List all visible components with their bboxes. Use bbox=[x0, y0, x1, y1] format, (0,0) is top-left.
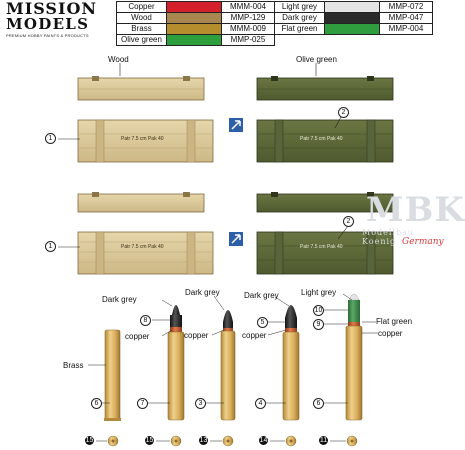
callout-13: 13 bbox=[199, 437, 208, 444]
dark-grey-label: Dark grey bbox=[244, 291, 279, 300]
paint-name: Flat green bbox=[275, 24, 325, 35]
brass-label: Brass bbox=[63, 361, 84, 370]
olive-crate-lid-top bbox=[257, 76, 393, 100]
paint-code: MMP-047 bbox=[380, 13, 433, 24]
arrow-icon bbox=[229, 232, 243, 246]
watermark-logo: MBK bbox=[366, 190, 465, 230]
olive-green-label: Olive green bbox=[296, 55, 337, 64]
callout-10: 10 bbox=[314, 307, 323, 314]
dark-grey-label: Dark grey bbox=[185, 288, 220, 297]
paint-code: MMM-009 bbox=[222, 24, 275, 35]
case-base-icon bbox=[286, 436, 296, 446]
light-grey-label: Light grey bbox=[301, 288, 337, 297]
callout-14: 14 bbox=[259, 437, 268, 444]
crate-stencil: Patr 7.5 cm Pak 40 bbox=[300, 244, 343, 250]
wood-crate-2 bbox=[78, 232, 213, 274]
callout-4: 4 bbox=[255, 398, 266, 409]
paint-name: Copper bbox=[117, 2, 167, 13]
paint-name: Wood bbox=[117, 13, 167, 24]
case-base-icon bbox=[347, 436, 357, 446]
wood-crate-lid-bottom bbox=[78, 192, 204, 212]
callout-7: 7 bbox=[137, 398, 148, 409]
callout-1: 1 bbox=[45, 241, 56, 252]
copper-label: copper bbox=[242, 331, 267, 340]
case-base-icon bbox=[223, 436, 233, 446]
crate-stencil: Patr 7.5 cm Pak 40 bbox=[121, 244, 164, 250]
brass-case bbox=[104, 330, 121, 421]
paint-code: MMP-129 bbox=[222, 13, 275, 24]
round-flat-green bbox=[346, 294, 362, 420]
callout-6: 6 bbox=[91, 398, 102, 409]
callout-9: 9 bbox=[313, 319, 324, 330]
brand-logo-line1: MISSION bbox=[6, 0, 97, 18]
callout-15: 15 bbox=[85, 437, 94, 444]
paint-name: Light grey bbox=[275, 2, 325, 13]
callout-15: 15 bbox=[145, 437, 154, 444]
paint-code: MMP-025 bbox=[222, 35, 275, 46]
copper-label: copper bbox=[184, 331, 209, 340]
paint-code: MMP-004 bbox=[380, 24, 433, 35]
round-dark-grey-2 bbox=[221, 310, 235, 420]
callout-3: 3 bbox=[195, 398, 206, 409]
arrow-icon bbox=[229, 118, 243, 132]
callout-2: 2 bbox=[338, 107, 349, 118]
brand-logo-line2: MODELS bbox=[6, 15, 90, 33]
brand-tagline: PREMIUM HOBBY PAINTS & PRODUCTS bbox=[6, 33, 89, 38]
copper-label: copper bbox=[125, 332, 150, 341]
paint-code: MMM-004 bbox=[222, 2, 275, 13]
paint-name: Olive green bbox=[117, 35, 167, 46]
callout-11: 11 bbox=[319, 437, 328, 444]
callout-8: 8 bbox=[140, 315, 151, 326]
callout-6: 6 bbox=[313, 398, 324, 409]
case-base-icon bbox=[171, 436, 181, 446]
crate-stencil: Patr 7.5 cm Pak 40 bbox=[121, 136, 164, 142]
callout-1: 1 bbox=[45, 133, 56, 144]
callout-2: 2 bbox=[343, 216, 354, 227]
wood-label: Wood bbox=[108, 55, 129, 64]
copper-label: copper bbox=[378, 329, 403, 338]
watermark-script: Germany bbox=[402, 237, 444, 247]
crate-stencil: Patr 7.5 cm Pak 40 bbox=[300, 136, 343, 142]
case-base-icon bbox=[108, 436, 118, 446]
paint-name: Dark grey bbox=[275, 13, 325, 24]
round-dark-grey-1 bbox=[168, 305, 184, 420]
callout-5: 5 bbox=[257, 317, 268, 328]
paint-code: MMP-072 bbox=[380, 2, 433, 13]
flat-green-label: Flat green bbox=[376, 317, 413, 326]
wood-crate-lid-top bbox=[78, 76, 204, 100]
paint-name: Brass bbox=[117, 24, 167, 35]
watermark-subtitle: Modellbau Koenig bbox=[362, 228, 415, 246]
dark-grey-label: Dark grey bbox=[102, 295, 137, 304]
